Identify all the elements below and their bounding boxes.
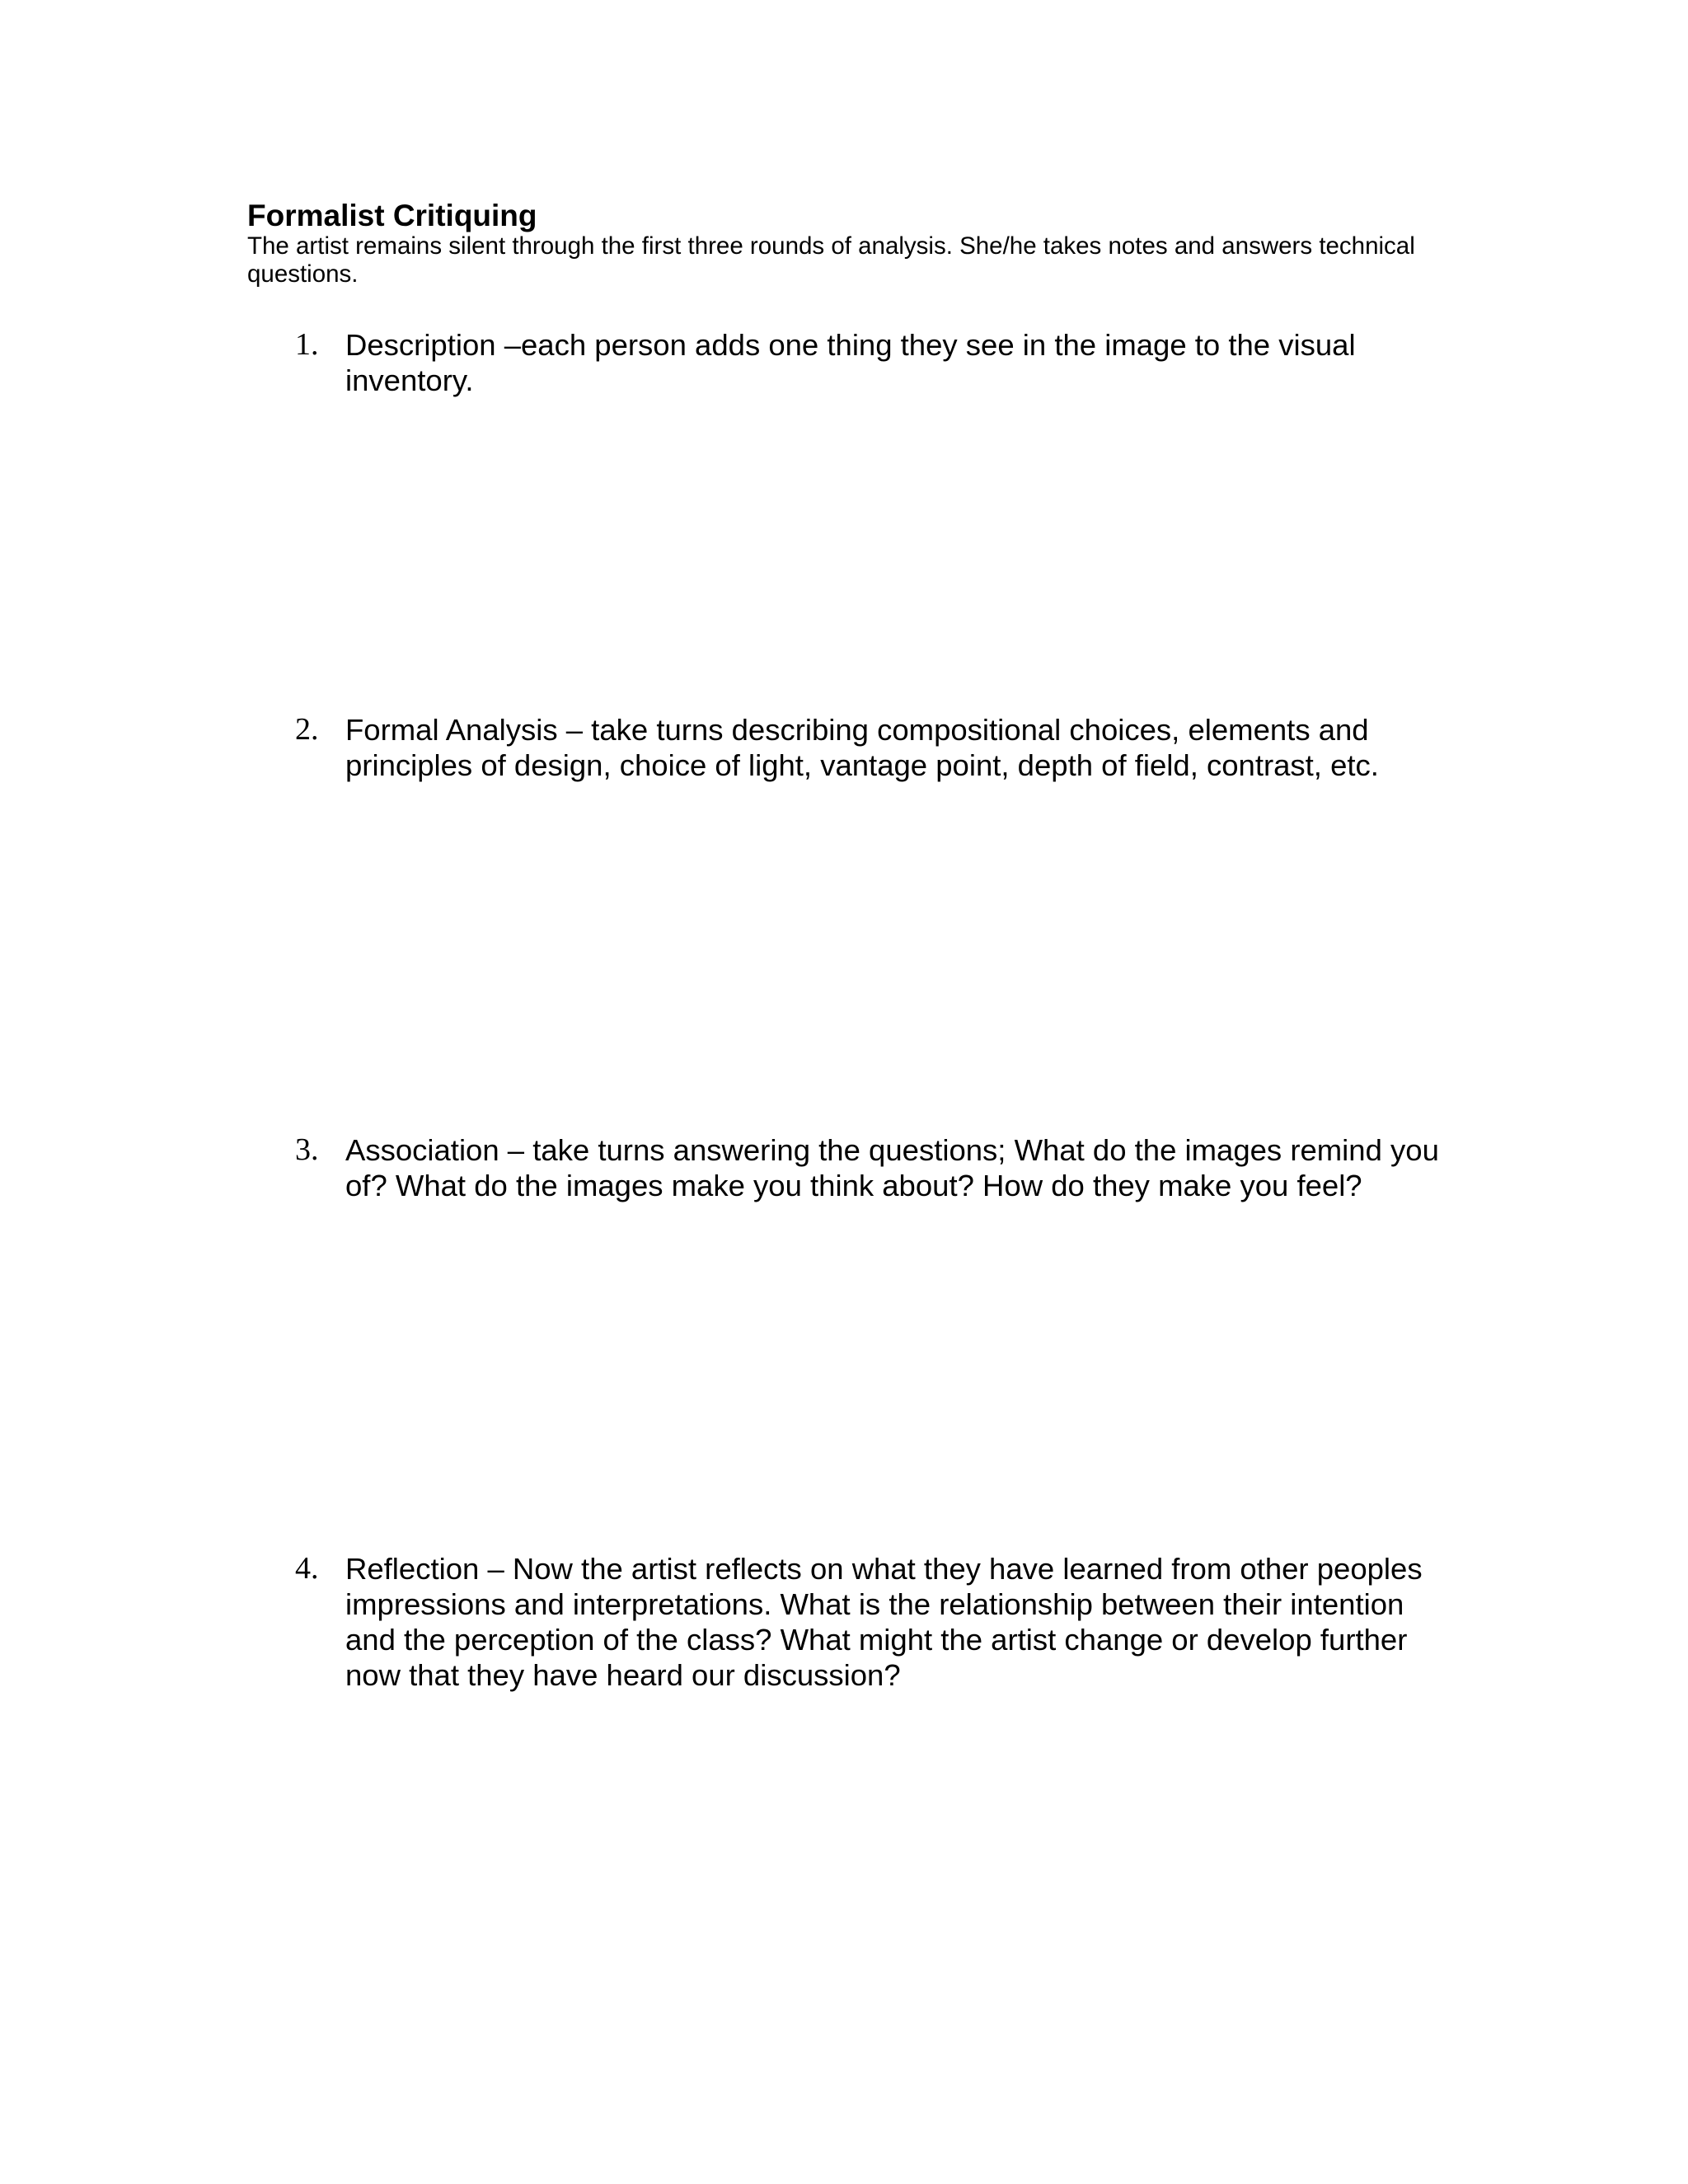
document-title: Formalist Critiquing xyxy=(247,199,537,232)
list-item-number: 3. xyxy=(295,1132,319,1167)
list-item-number: 4. xyxy=(295,1551,319,1586)
list-item-text: Reflection – Now the artist reflects on what they have learned from other peoples impressions and interpretations. What is the relationship between their intention and the perception of the class? What might the artist change or develop further now that they have heard our discussion? xyxy=(345,1552,1423,1692)
document-intro: The artist remains silent through the first three rounds of analysis. She/he takes notes and answers technical questions. xyxy=(247,232,1415,288)
list-item-number: 1. xyxy=(295,327,319,362)
list-item-text: Association – take turns answering the questions; What do the images remind you of? What do the images make you think about? How do they make you feel? xyxy=(345,1133,1439,1202)
list-item-number: 2. xyxy=(295,712,319,747)
list-item-text: Formal Analysis – take turns describing compositional choices, elements and principles of design, choice of light, vantage point, depth of field, contrast, etc. xyxy=(345,713,1379,782)
list-item-text: Description –each person adds one thing they see in the image to the visual inventory. xyxy=(345,328,1356,397)
